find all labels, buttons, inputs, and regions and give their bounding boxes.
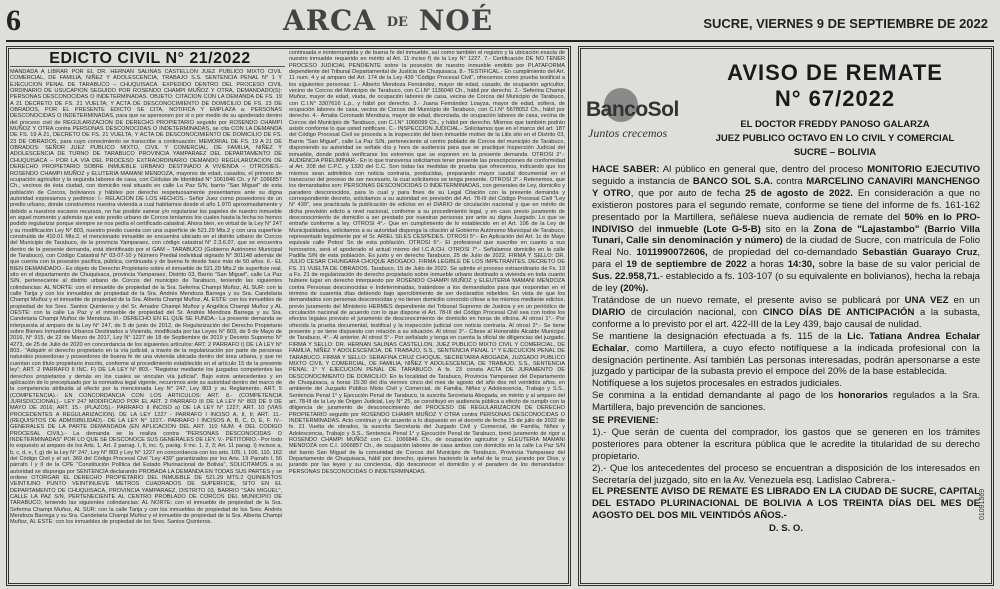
- header-rule: [6, 40, 994, 42]
- aviso-title: [700, 60, 970, 112]
- judge-line-1: EL DOCTOR FREDDY PANOSO GALARZA: [740, 119, 930, 130]
- aviso-title-line2: N° 67/2022: [774, 86, 896, 111]
- aviso-body: [592, 164, 980, 535]
- aviso-signature: D. S. O.: [769, 523, 803, 535]
- dateline: SUCRE, VIERNES 9 DE SEPTIEMBRE DE 2022: [703, 16, 988, 31]
- previene-label: SE PREVIENE:: [592, 415, 659, 427]
- judge-line-2: JUEZ PUBLICO OCTAVO EN LO CIVIL Y COMERCIAL: [715, 133, 955, 144]
- masthead-de: DE: [386, 15, 408, 30]
- aviso-final-statement: EL PRESENTE AVISO DE REMATE ES LIBRADO EN LA CIUDAD DE SUCRE, CAPITAL DEL ESTADO PLURINACIONAL DE BOLIVIA A LOS TREINTA DÍAS DEL MES DE AGOSTO DEL DOS MIL VEINTIDÓS AÑOS.-: [592, 486, 980, 522]
- aviso-paragraph-3: Se mantiene la designación efectuada a fs. 115 de la Lic. Tatiana Andrea Echalar Echalar, como Martillera, a cuyo efecto notifíquese a la indicada profesional con la designación pertinente. Así también Las personas interesadas, podrán apersonarse a este juzgado y participar de la subasta previo el empoce del 20% de la base establecida.: [592, 330, 980, 378]
- aviso-paragraph-2: Tratándose de un nuevo remate, el presente aviso se publicará por UNA VEZ en un DIARIO de circulación nacional, con CINCO DÍAS DE ANTICIPACIÓN a la subasta, conforme a lo previsto por el art. 422-III de la Ley 439, bajo causal de nulidad.: [592, 294, 980, 330]
- edicto-title: EDICTO CIVIL N° 21/2022: [49, 50, 251, 67]
- logo-tagline: Juntos crecemos: [588, 126, 668, 140]
- aviso-judge: [700, 118, 970, 160]
- page-header: [0, 0, 1000, 44]
- publication-code: 01091569: [979, 488, 986, 520]
- aviso-title-line1: AVISO DE REMATE: [727, 60, 943, 85]
- masthead-right: NOÉ: [418, 4, 494, 37]
- judge-line-3: SUCRE – BOLIVIA: [793, 147, 877, 158]
- aviso-paragraph-5: Se conmina a la entidad demandante al pago de los honorarios regulados a la Sra. Martillera, bajo prevención de sanciones.: [592, 390, 981, 414]
- previene-item-2: 2).- Que los antecedentes del proceso se encuentran a disposición de los interesados en Secretaría del juzgado, sito en la Av. Venezuela esq. Ladislao Cabrera.-: [592, 462, 980, 486]
- edicto-column-1: MANDADA A LIBRAR POR EL DR. HERNAN SALINAS CASTELLON JUEZ PUBLICO MIXTO CIVIL COMERCIAL, DE FAMILIA, NIÑEZ Y ADOLESCENCIA, TRABAJO S.S. SENTENCIA PENAL N° 1 Y EJECUCION PENAL DE TARABUCO – CHUQUISACA. EXPEDIDO DENTRO DEL PROCESO CIVIL ORDINARIO DE USUCAPION SEGUIDO POR ROSENDO CHAMPI MUÑOZ Y OTRA, DEMANDADO(S): PERSONAS DESCONOCIDAS O INDETERMINADAS. OBJETO: CITACION CON LA DEMANDA DE FS. 19 A 21 DECRETO DE FS. 21 VUELTA; Y ACTA DE DESCONOCIMIENTO DE DOMICILIO DE FS. 23 DE OBRADOS, POR EL PRESENTE EDICTO SE CITA, NOTIFICA Y EMPLAZA a: PERSONAS DESCONOCIDAS O INDETERMINADAS, para que se apersonen por sí o por medio de su apoderado dentro del proceso civil de REGULARIZACION DE DERECHO PROPIETARIO seguido por ROSENDO CHAMPI MUÑOZ Y OTRA contra PERSONAS DESCONOCIDAS O INDETERMINADAS, se cita CON LA DEMANDA DE FS. 19 A 21, DECRETO DE FS. 21 VUELTA, Y ACTA DE DESCONOCIMIENTO DE DOMICILIO DE FS. 23 DE OBRADOS, para cuyo conocimiento se transcribe a continuación: MEMORIAL DE FS. 19 A 21 DE OBRADOS: SEÑOR JUEZ PUBLICO MIXTO, CIVIL Y COMERCIAL, DE FAMILIA, NIÑEZ Y ADOLESCENCIA DE TURNO DE TARABUCO PROVINCIA YAMPARAEZ DEL DEPARTAMENTO DE CHUQUISACA – POR LA VIA DEL PROCESO EXTRAORDINARIO DEMANDO REGULARIZACION DE DERECHO PROPIETARIO SOBRE INMUEBLE URBANO DESTINADO A VIVIENDA – OTROSIES.- ROSENDO CHAMPI MUÑOZ y ELUTERIA MAMANI MENDOZA, mayores de edad, casados, el primero de ocupación agricultor y la segunda labores de casa, con Cédulas de Identidad N° 1061846 Ch. y N° 1066857 Ch., vecinos de ésta ciudad, con domicilio real situado en calle La Paz S/N, barrio "San Miguel" de esta población de Corcos, bolivianos y hábiles por derecho respetuosamente presentamos ante su digna autoridad expresamos y pedimos: I.- RELACION DE LOS HECHOS.- Señor Juez como poseedores de un predio urbano, donde construimos nuestra vivienda a cual habitamos desde el año 1.970 aproximadamente y debido a nuestros escasos recursos, no fue posible sanear y/o regularizar los papeles de nuestro inmueble en aquel momento y además que este predio urbano de Corcos teníamos los cuales hasta la fecha no hemos podido regularizar porque siempre se nos pedía el certificado catastral. Ahora bien, en virtud de la Ley N° 247 y su modificación Ley N° 803, nuestro predio cuenta con una superficie de 521.29 Mts.2 y con una superficie construida de 410.01 Mts.2, el mencionado inmueble se encuentra ubicado en el distrito urbano de Corcos del Municipio de Tarabuco, de la provincia Yamparaez, con código catastral N° 2.3.6.07, que se encuentra dentro de la presente demanda, está identificado por el GAM – TARABUCO (Gobierno Autónomo Municipal de Tarabuco), con Código Catastral N° 03-07-10 y Número Predial individual signado N° 301148 además de que cuenta con la posesión pacífica, pública, continuada y de buena fe desde hace más de 50 años. II.- EL BIEN DEMANDADO.- Es objeto de Derecho Propietario sobre el inmueble de 521.29 Mts.2 de superficie real, sito en el departamento de Chuquisaca, provincia Yamparaez, Distrito 03, Barrio "San Miguel", calle La Paz S/N, perteneciente al distrito urbano de Corcos del municipio de Tarabuco, teniendo las siguientes colindancias: AL NORTE: con el inmueble de propiedad de la Sra. Seferina Champi Muñoz, AL SUR: con la calle Tarija y con los inmuebles de propiedad de la Sra. Andrés Mendoza Barrega y su Sra. Candelaria Champi Muñoz y el inmueble de propiedad de la Sra. Alberta Champi Muñoz, AL ESTE: con los inmuebles de propiedad de los Sres. Santos Quinteros y del Sr. Amador Champi Muñoz y Angélica Champi Muñoz y AL OESTE: con la calle La Paz y el inmueble de propiedad del Sr. Andrés Mendoza Barrega y su Sra. Candelaria Champi Muñoz de Mendoza. III.- DERECHO EN EL QUE SE FUNDA.- La presente demanda se interpuesta al amparo de la Ley N° 247, de 5 de junio de 2012, de Regularización del Derecho Propietario sobre Bienes Inmuebles Urbanos Destinados a Vivienda, modificada por las Leyes N° 803, de 9 de Mayo de 2016, N° 915, de 22 de Marzo de 2017, Ley N° 1227 de 18 de Septiembre de 2019 y Decreto Supremo N° 4273, de 25 de Julio de 2020 en concordancia de los siguientes artículos: ART. 2 PARRAFO I) DE LA LEY N° 803.- "Adquirir el derecho propietario en la vía judicial, a través de la regularización por parte de personas naturales poseedoras y poseedores de buena fe de una vivienda ubicada dentro del área urbana, y que no cuentan con título propietario inscrito, conforme al procedimiento establecido en el artículo 15 de la presente ley"; ART. 2 PARRAFO II INC. F) DE LA LEY N° 803.- "Registrar mediante los juzgados competentes las derechos propietarios y demás en los cuales se vinculan vía judicial". Bajo estos antecedentes y en aplicación de lo preceptuado por la normativa legal vigente, recurrimos ante su autoridad dentro del marco de la competencia atribuida al efecto por la mencionada Ley N° 247, Ley 803 y su Reglamento, ART. 5 (COMPETENCIA).- EN CONCORDANCIA CON LOS ARTICULOS: ART. 8.- (COMPETENCIA JURISDICCIONAL).- LEY 247 MODIFICADO POR EL ART. 2 PARRAFO III DE LA LEY N° 803 DE 9 DE MAYO DE 2016; ART. 15.- (PLAZOS).- PARRAFO II INCISO a) DE LA LEY N° 1227; ART. 10 (VIAS PROCEDENTES A REGULARIZACION). DE LA LEY 1227 - PARRAFO I INCISO A, II, II; ART. 11.- (REQUISITOS DE ADMISIBILIDAD).- DE LA LEY N° 1227.- PARRAFO I INCISOS A, B, C, D, E, F. IV.- GENERALES DE LA PARTE DEMANDADA (EN APLICACION DEL ART. 110 NUM. 4 DEL CODIGO PROCESAL CIVIL).- La demanda se la realiza contra "PERSONAS DESCONOCIDAS O INDETERMINADAS" POR LO QUE SE DESCONOCE SUS GENERALES DE LEY. V.- PETITORIO.- Por todo lo expuesto al amparo de los Arts. 1, Art. 2 parrag. I, II, inc. f), parág. II inc. 1, 2, 3; Art. 11 parag. I) incisos a, b, c, d, e, f, g) de la Ley N° 247, Ley N° 803 y Ley N° 1227 en concordancia con los arts. 105, I, 106, 110, 162 del Código Civil y el art. 369 del Código Procesal Civil "Ley 439" garantizados por los Arts. 19 Parrafo I, 56 párrafo I y II de la CPE "Constitución Política del Estado Plurinacional de Bolivia", SOLICITAMOS a su autoridad se disponga por SENTENCIA declarando PROBADA LA DEMANDA EN TODAS SUS PARTES y se ordene OTORGAR EL DERECHO PROPIETARIO DEL INMUEBLE DE 521.29 MTS.2 QUINIENTOS VEINTIUNO PUNTO VEINTINUEVE METROS CUADRADOS DE SUPERFICIE, SITO EN EL DEPARTAMENTO DE CHUQUISACA, PROVINCIA YAMPARAEZ, DISTRITO 03, BARRIO "SAN MIGUEL", CALLE LA PAZ S/N, PERTENECIENTE AL CENTRO PROBLADO DE CORCOS DEL MUNICIPIO DE TARABUCO, teniendo las siguientes colindancias: AL NORTE: con el inmueble de propiedad de la Sra. Seferina Champi Muñoz, AL SUR: con la calle Tarija y con los inmuebles de propiedad de los Sres. Andrés Mendoza Barrega y su Sra. Candelaria Champi Muñoz y el inmueble de propiedad de la Sra. Alberta Champi Muñoz, AL ESTE: con los inmuebles de propiedad de los Sres. Santos Quinteros.: [10, 69, 282, 526]
- masthead: [283, 4, 493, 37]
- aviso-paragraph-1: HACE SABER: Al público en general que, dentro del proceso MONITORIO EJECUTIVO seguido a instancia de BANCO SOL S.A. contra MARCELINO CANAVIRI MANCHENGO Y OTRO, que por auto de fecha 25 de agosto de 2022. En consideración a que no existieron postores para el segundo remate, conforme se tiene del informe de fs. 161-162 presentado por la Martillera, señálese nueva audiencia de remate del 50% en lo PRO-INDIVISO del inmueble (Lote G-5-B) sito en la Zona de "Lajastambo" (Barrio Villa Tunari, Calle sin denominación y número) de la ciudad de Sucre, con matrícula de Folio Real No. 1011990072606, de propiedad del co-demandado Sebastián Guarayo Cruz, para el 19 de septiembre de 2022 a horas 14:30, sobre la base de su valor pericial de Sus. 22.958,71.- establecido a fs. 103-107 (o su equivalente en bolivianos), hecha la rebaja de ley (20%).: [592, 164, 981, 295]
- previene-item-1: 1).- Que serán de cuenta del comprador, los gastos que se generen en los trámites posteriores para obtener la escritura pública que le acredite la titularidad de su derecho propietario.: [592, 426, 980, 462]
- aviso-paragraph-4: Notifíquese a los sujetos procesales en estrados judiciales.: [592, 378, 842, 390]
- logo-name: BancoSol: [586, 98, 679, 121]
- edicto-title-rule: [10, 66, 285, 67]
- masthead-left: ARCA: [283, 4, 377, 37]
- edicto-column-2: continuada e ininterrumpida y de buena fe del inmueble, así como también el registro y la ubicación exacta de nuestro inmueble requerido en mérito al Art. 11 inciso f) de la Ley N° 1227. 7.- Certificación DE NO TENER PROCESO JUDICIAL PENDIENTE sobre la posesión de nuestro inmueble emitido por PLATAFORMA dependiente del Tribunal Departamental de Justicia de Chuquisaca. 8.- TESTIFICAL.- En cumplimiento del Art. 11 num. 4 y al amparo del Art. 174 de la Ley 439 "Código Procesal Civil", ofrecemos como prueba testifical a los siguientes personas: 1.- Alberto Mendoza Fernández, mayor de edad, casado, de ocupación agricultor, vecino de Corcos del Municipio de Tarabuco, con C.I.N° 1136040 Ch., hábil por derecho. 2.- Seferina Champi Muñoz, mayor de edad, viuda, de ocupación labores de casa, vecina de Corcos del Municipio de Tarabuco, con C.I.N° 3307616 L.p., y hábil por derecho. 3.- Juana Fernández Loayza, mayor de edad, soltera, de ocupación labores de casa, vecina de Corcos del Municipio de Tarabuco, con C.I.N° 5678052 Ch., hábil por derecho. 4.- Amalia Coronado Mendoza, mayor de edad, divorciada, de ocupación labores de casa, vecina de Corcos del Municipio de Tarabuco, con C.I.N° 1066099 Ch., y hábil por derecho. Mismos que también podrán asistir conforme lo que usted notificare. C.- INSPECCION JUDICIAL.- Solicitamos que en el marco del art. 187 del Código Procesal Civil se proceda a la inspección del bien inmueble motivo de la Litis sito en el Distrito 03, Barrio "San Miguel", calle La Paz S/N, perteneciente al centro poblado de Corcos del municipio de Tarabuco, disponiendo su autoridad se señale día y hora de audiencia para que se practique Inspección Judicial del inmueble, donde podrá verificarse los extremos que se exponen en la presente demanda. OTROSI 2°.- AUDIENCIA PRELIMINAR.- En lo que transversa solicitamos tener presente las prescripciones de conformidad al Art. 208 del C.P.C. y 1320 del C.C. Son todas las medidas de prueba que ofrecemos, indicando que los mismos sean admitidos con noticia contraria, producidas, preparando mayor caudal documental en el transcurso del proceso de ser necesario, la cual solicitamos se tenga presente. OTROSI 3°.- Retenemos, que los demandados son: PERSONAS DESCONOCIDAS O INDETERMINADAS, con generales de Ley, domicilio y paradero desconocidos, para lo cual y para fines de su Legal Citación con la presente demanda y correspondiente decreto, solicitamos a su autoridad en previsión del Art. 78-III del Código Procesal Civil "Ley N° 439", sea practicada la publicación de edictos en el DIARIO de circulación nacional y que en mérito de dicha previsión edicto a nivel nacional, conforme a su procedimiento legal, y en caso previo juramento de desconocimiento de domicilio a ser prestado por nuestras personas por ante su digna Juzgado. Lo que se entrañe conforme a ley. OTROSI 4°.- Que en cumplimiento de lo establecido en el Art. 106 de la Ley de Municipalidades, solicitamos a su autoridad disponga la citación al Gobierno Autónomo Municipal de Tarabuco, representado legalmente por el Sr. ARIEL SILES CESPEDES. OTROSI 5°.- En Aplicación del Art. 1c de Mayo equivale calle Potosí Sn de esta población. OTROSI 6°.- El profesional que suscribe en cuanto a sus honorarios, será el apoderado el actual mismo del I.C.A.CH. OTROSI 7°.- Señalamos domicilio en la calle Padilla S/N de esta población. Es justo y en derecho Tarabuco, 25 de Julio de 2022. FIRMA Y SELLO: DR. JULIO CESAR CHUNGARA CHOQUE ABOGADO. FIRMA LEGIBLE DE LOS IMPETRANTES. DECRETO DE FS. 21 VUELTA DE OBRADOS. Tarabuco, 15 de Julio de 2022. Se admite el proceso extraordinario de Fs. 19 a Fs. 21 de regularización de derecho propietario sobre inmueble urbano destinado a vivienda en toda cuanto hubiere lugar en derecho interpuesto por ROSENDO CHAMPI MUÑOZ y ELEUTERIA MAMANI MENDOZA contra Personas desconocidas e Indeterminadas, tratándose a los demandados para que respondan en el término de cuarenta días debiendo bajo apercibimiento de ser declarados rebeldes. En vista de que los demandados son personas desconocidas y no tienen domicilio conocido cítese a los mismos mediante edictos, previo juramento del Ministerio HERMES dependiente del Tribunal Supremo de Justicia y en un periódico de circulación nacional de acuerdo con lo que dispone el Art. 78-III del Código Procesal Civil sea con todos los efectos legales previsto el juramento de desconocimiento de domicilio en horas de oficina. Al otrosí 1°.- Por ofrecida la prueba documental, testifical y la inspección judicial con noticia contraria. Al otrosí 2°.- Se tiene presente y se tiene dispuesto con relación a su situación. Al otrosí 3°.- Cítese al Honorable Alcalde Municipal de Tarabuco. 4°.- Al anterior. Al otrosí 5°.- Por señalado y tenga en cuenta la oficial de diligencias del juzgado. FIRMA Y SELLO: DR. HERNAN SALINAS CASTELLON, JUEZ PUBLICO MIXTO CIVIL Y COMERCIAL, DE FAMILIA, NIÑEZ Y ADOLESCENCIA, DE TRABAJO, S.S., SENTENCIA PENAL 1° Y EJECUCION PENAL DE TARABUCO. FIRMA Y SELLO: SERAFINA CRUZ CHOQUE, SECRETARIA ABOGADA, JUZGADO PUBLICO MIXTO CIVIL Y COMERCIAL, DE FAMILIA, NIÑEZ Y ADOLESCENCIA, DE TRABAJO, S.S., SENTENCIA PENAL 1° Y EJECUCION PENAL DE TARABUCO. A fs. 23 consta ACTA DE JURAMENTO DE DESCONOCIMIENTO DE DOMICILIO: En la localidad de Tarabuco, Provincia Yamparaez del Departamento de Chuquisaca, a horas 15:30 del día viernes cinco del mes de agosto del año dos mil veintidós años, en ambiente del Juzgado Público Mixto Civil y Comercial, de Familia, Niñez y Adolescencia, Trabajo y S.S., Sentencia Penal 1° y Ejecución Penal de Tarabuco, la suscrita Secretaria Abogada, en mérito y al amparo del art. 78-III de la Ley de Origen Judicial, Ley N° 25, se constituyó en audiencia pública a efecto de cumplir con la diligencia de juramento de desconocimiento del PROCESO DE REGULARIZACION DE DERECHO PROPIETARIO seguido por ROSENDO CHAMPI MUÑOZ Y OTRA contra PERSONAS DESCONOCIDAS O INDETERMINADAS. Acto continuo y de acuerdo a lo dispuesto en el decreto de fecha 15 de julio de 2022 de fs. 21 Vuelta de obrados, la suscrita Secretaria del Juzgado Civil y Comercial, de Familia, Niñez y Adolescencia, Trabajo y S.S., Sentencia Penal 1° y Ejecución Penal de Tarabuco, tomó juramento de rigor a ROSENDO CHAMPI MUÑOZ con C.I. 1066846 Ch., de ocupación agricultor y ELEUTERIA MAMANI MENDOZA con C.I. 1066857 Ch., de ocupación labores de casa ambos con domicilio en la calle La Paz S/N del barrio San Miguel de la comunidad de Corcos del Municipio de Tarabuco, Provincia Yamparaez del Departamento de Chuquisaca, hábil por derecho, quienes haciendo la señal de la cruz, jurando por Dios, y jurando por las leyes y su conciencia, dijo desconocer el domicilio y el paradero de los demandados: PERSONAS DESCONOCIDAS O INDETERMINADAS.: [289, 50, 565, 475]
- page-number: 6: [6, 4, 21, 37]
